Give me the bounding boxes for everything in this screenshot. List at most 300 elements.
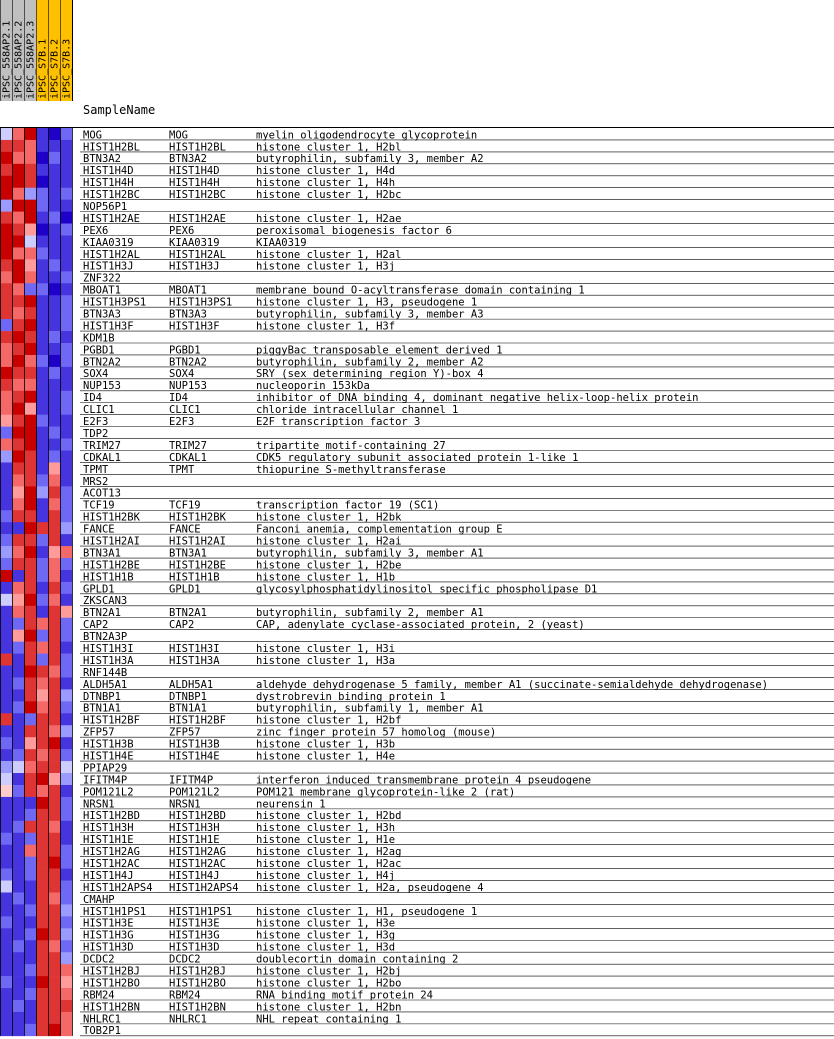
heatmap-cell (48, 498, 60, 510)
row-gene-label: NHLRC1 (169, 1013, 207, 1026)
heatmap-cell (0, 427, 12, 439)
heatmap-cell (0, 845, 12, 857)
row-gene-label: HIST1H3E (169, 917, 220, 930)
heatmap-cell (60, 916, 72, 928)
heatmap-cell (60, 737, 72, 749)
row-probe-label: NUP153 (83, 380, 121, 393)
heatmap-cell (60, 701, 72, 713)
heatmap-cell (12, 677, 24, 689)
heatmap-cell (24, 188, 36, 200)
row-desc-label: myelin oligodendrocyte glycoprotein (256, 129, 478, 142)
heatmap-cell (36, 988, 48, 1000)
heatmap-cell (0, 833, 12, 845)
row-probe-label: HIST1H2BN (83, 1001, 140, 1014)
heatmap-cell (48, 164, 60, 176)
row-probe-label: BTN2A3P (83, 631, 128, 644)
row-gene-label: ID4 (169, 392, 188, 405)
row-desc-label: histone cluster 1, H2al (256, 248, 402, 261)
heatmap-cell (48, 415, 60, 427)
heatmap-cell (48, 271, 60, 283)
row-desc-label: histone cluster 1, H2bf (256, 714, 402, 727)
heatmap-cell (24, 666, 36, 678)
heatmap-cell (48, 510, 60, 522)
heatmap-cell (24, 821, 36, 833)
row-gene-label: HIST1H3I (169, 642, 220, 655)
heatmap-cell (48, 188, 60, 200)
row-probe-label: ZKSCAN3 (83, 595, 128, 608)
heatmap-cell (12, 152, 24, 164)
heatmap-cell (24, 367, 36, 379)
heatmap-cell (0, 295, 12, 307)
heatmap-cell (60, 128, 72, 140)
row-desc-label: tripartite motif-containing 27 (256, 439, 446, 452)
row-desc-label: interferon induced transmembrane protein 4 pseudogene (256, 774, 592, 787)
heatmap-cell (24, 247, 36, 259)
row-probe-label: HIST1H2BO (83, 977, 140, 990)
heatmap-cell (48, 785, 60, 797)
row-desc-label: RNA binding motif protein 24 (256, 989, 434, 1002)
heatmap-cell (0, 725, 12, 737)
heatmap-cell (60, 522, 72, 534)
heatmap-cell (0, 594, 12, 606)
heatmap-cell (36, 821, 48, 833)
heatmap-cell (0, 570, 12, 582)
heatmap-cell (60, 594, 72, 606)
heatmap-cell (0, 666, 12, 678)
heatmap-cell (24, 510, 36, 522)
heatmap-cell (60, 176, 72, 188)
heatmap-cell (36, 271, 48, 283)
heatmap-cell (24, 857, 36, 869)
row-desc-label: histone cluster 1, H2ac (256, 857, 402, 870)
row-gene-label: ALDH5A1 (169, 678, 214, 691)
row-probe-label: BTN2A2 (83, 356, 121, 369)
row-probe-label: HIST1H3I (83, 642, 134, 655)
heatmap-cell (60, 546, 72, 558)
heatmap-cell (48, 773, 60, 785)
heatmap-cell (0, 749, 12, 761)
heatmap-cell (36, 128, 48, 140)
row-probe-label: HIST1H4J (83, 869, 134, 882)
heatmap-cell (12, 797, 24, 809)
heatmap-cell (48, 904, 60, 916)
heatmap-cell (36, 343, 48, 355)
heatmap-cell (24, 892, 36, 904)
heatmap-cell (24, 976, 36, 988)
heatmap-cell (60, 391, 72, 403)
row-desc-label: doublecortin domain containing 2 (256, 953, 459, 966)
heatmap-cell (48, 522, 60, 534)
row-gene-label: HIST1H2BD (169, 810, 226, 823)
heatmap-cell (0, 809, 12, 821)
row-gene-label: HIST1H4D (169, 165, 220, 178)
row-probe-label: RBM24 (83, 989, 115, 1002)
heatmap-cell (36, 522, 48, 534)
heatmap-cell (48, 630, 60, 642)
heatmap-cell (48, 331, 60, 343)
heatmap-cell (0, 188, 12, 200)
heatmap-cell (12, 857, 24, 869)
row-desc-label: piggyBac transposable element derived 1 (256, 344, 503, 357)
column-label: iPSC_S7B.1 (37, 38, 49, 99)
heatmap-cell (0, 415, 12, 427)
heatmap-cell (60, 558, 72, 570)
heatmap-cell (0, 271, 12, 283)
heatmap-cell (48, 474, 60, 486)
row-probe-label: TPMT (83, 463, 109, 476)
heatmap-cell (0, 498, 12, 510)
heatmap-cell (12, 1000, 24, 1012)
heatmap-cell (12, 749, 24, 761)
row-desc-label: histone cluster 1, H2ae (256, 212, 402, 225)
row-desc-label: histone cluster 1, H4j (256, 869, 396, 882)
heatmap-cell (36, 259, 48, 271)
column-label: iPSC_558AP2.3 (25, 20, 37, 99)
heatmap-cell (48, 809, 60, 821)
heatmap-cell (48, 200, 60, 212)
heatmap-cell (12, 451, 24, 463)
heatmap-cell (24, 881, 36, 893)
row-desc-label: transcription factor 19 (SC1) (256, 499, 440, 512)
heatmap-cell (24, 1024, 36, 1036)
heatmap-cell (36, 212, 48, 224)
row-probe-label: HIST1H2BC (83, 189, 140, 202)
row-desc-label: histone cluster 1, H2bl (256, 141, 402, 154)
row-gene-label: TPMT (169, 463, 195, 476)
heatmap-cell (48, 259, 60, 271)
heatmap-cell (12, 1012, 24, 1024)
heatmap-cell (60, 904, 72, 916)
heatmap-cell (0, 1012, 12, 1024)
heatmap-cell (48, 689, 60, 701)
heatmap-cell (48, 212, 60, 224)
row-probe-label: IFITM4P (83, 774, 128, 787)
heatmap-cell (48, 128, 60, 140)
heatmap-cell (24, 594, 36, 606)
heatmap-cell (60, 1000, 72, 1012)
heatmap-cell (48, 486, 60, 498)
heatmap-cell (60, 403, 72, 415)
heatmap-cell (60, 486, 72, 498)
row-gene-label: FANCE (169, 523, 201, 536)
heatmap-cell (36, 773, 48, 785)
heatmap-cell (36, 283, 48, 295)
row-gene-label: BTN2A1 (169, 607, 207, 620)
heatmap-cell (60, 140, 72, 152)
row-gene-label: HIST1H2AL (169, 248, 226, 261)
row-gene-label: HIST1H4J (169, 869, 220, 882)
heatmap-cell (36, 570, 48, 582)
row-desc-label: histone cluster 1, H1e (256, 834, 396, 847)
row-probe-label: BTN3A1 (83, 547, 121, 560)
heatmap-cell (0, 164, 12, 176)
heatmap-cell (60, 498, 72, 510)
heatmap-cell (0, 534, 12, 546)
heatmap-cell (12, 773, 24, 785)
row-desc-label: neurensin 1 (256, 798, 326, 811)
row-desc-label: histone cluster 1, H3h (256, 822, 396, 835)
heatmap-cell (24, 212, 36, 224)
heatmap-cell (0, 988, 12, 1000)
heatmap-cell (12, 486, 24, 498)
heatmap-cell (12, 510, 24, 522)
heatmap-cell (48, 606, 60, 618)
row-desc-label: histone cluster 1, H3e (256, 917, 396, 930)
heatmap-cell (0, 474, 12, 486)
row-probe-label: HIST1H3D (83, 941, 134, 954)
heatmap-cell (24, 749, 36, 761)
heatmap-cell (48, 892, 60, 904)
heatmap-cell (0, 367, 12, 379)
heatmap-cell (12, 642, 24, 654)
heatmap-cell (60, 940, 72, 952)
heatmap-cell (36, 904, 48, 916)
heatmap-cell (0, 1024, 12, 1036)
heatmap-cell (0, 200, 12, 212)
row-gene-label: PGBD1 (169, 344, 201, 357)
row-gene-label: E2F3 (169, 416, 195, 429)
heatmap-cell (24, 462, 36, 474)
row-probe-label: PPIAP29 (83, 762, 128, 775)
heatmap-cell (48, 295, 60, 307)
heatmap-cell (36, 606, 48, 618)
heatmap-cell (60, 642, 72, 654)
heatmap-cell (12, 295, 24, 307)
heatmap-cell (60, 845, 72, 857)
heatmap-cell (12, 606, 24, 618)
heatmap-cell (36, 725, 48, 737)
heatmap-cell (0, 677, 12, 689)
heatmap-cell (36, 594, 48, 606)
heatmap-cell (60, 1024, 72, 1036)
row-probe-label: TCF19 (83, 499, 115, 512)
heatmap-cell (0, 128, 12, 140)
heatmap-cell (36, 654, 48, 666)
heatmap-cell (12, 427, 24, 439)
row-probe-label: NRSN1 (83, 798, 115, 811)
heatmap-cell (36, 928, 48, 940)
heatmap-cell (48, 737, 60, 749)
row-probe-label: CDKAL1 (83, 451, 121, 464)
row-probe-label: ALDH5A1 (83, 678, 128, 691)
heatmap-cell (24, 331, 36, 343)
heatmap-cell (60, 570, 72, 582)
heatmap-cell (60, 892, 72, 904)
heatmap-cell (0, 462, 12, 474)
heatmap-cell (0, 391, 12, 403)
heatmap-cell (24, 140, 36, 152)
row-gene-label: DTNBP1 (169, 690, 207, 703)
heatmap-cell (48, 988, 60, 1000)
heatmap-cell (24, 427, 36, 439)
heatmap-cell (24, 916, 36, 928)
heatmap-cell (36, 1024, 48, 1036)
row-probe-label: HIST1H2BL (83, 141, 140, 154)
heatmap-cell (48, 618, 60, 630)
row-gene-label: HIST1H2BK (169, 511, 226, 524)
heatmap-cell (36, 582, 48, 594)
heatmap-cell (36, 869, 48, 881)
heatmap-cell (12, 367, 24, 379)
column-label: iPSC_S7B.2 (49, 38, 61, 99)
row-probe-label: ZNF322 (83, 272, 121, 285)
heatmap-cell (36, 642, 48, 654)
heatmap-cell (12, 570, 24, 582)
heatmap-cell (24, 1012, 36, 1024)
row-desc-label: aldehyde dehydrogenase 5 family, member A1 (succinate-semialdehyde dehydrogenase) (256, 678, 769, 691)
heatmap-cell (0, 439, 12, 451)
heatmap-cell (0, 952, 12, 964)
heatmap-cell (24, 379, 36, 391)
heatmap-cell (60, 988, 72, 1000)
row-probe-label: BTN3A3 (83, 308, 121, 321)
heatmap-cell (60, 881, 72, 893)
heatmap-cell (24, 713, 36, 725)
heatmap-cell (48, 1024, 60, 1036)
heatmap-cell (12, 331, 24, 343)
row-desc-label: POM121 membrane glycoprotein-like 2 (rat) (256, 786, 516, 799)
row-desc-label: histone cluster 1, H3d (256, 941, 396, 954)
row-desc-label: KIAA0319 (256, 236, 307, 249)
heatmap-cell (36, 749, 48, 761)
row-desc-label: butyrophilin, subfamily 1, member A1 (256, 702, 484, 715)
heatmap-cell (36, 761, 48, 773)
heatmap-cell (12, 474, 24, 486)
row-gene-label: HIST1H3B (169, 738, 220, 751)
row-probe-label: HIST1H2AC (83, 857, 140, 870)
row-gene-label: NUP153 (169, 380, 207, 393)
heatmap-cell (0, 821, 12, 833)
row-gene-label: HIST1H2BE (169, 559, 226, 572)
column-label: iPSC_S7B.3 (61, 38, 73, 99)
heatmap-cell (36, 689, 48, 701)
heatmap-cell (36, 474, 48, 486)
row-probe-label: BTN2A1 (83, 607, 121, 620)
heatmap-cell (36, 247, 48, 259)
row-desc-label: histone cluster 1, H2be (256, 559, 402, 572)
row-probe-label: HIST1H2BF (83, 714, 140, 727)
row-desc-label: histone cluster 1, H1, pseudogene 1 (256, 905, 478, 918)
heatmap-cell (24, 451, 36, 463)
heatmap-cell (36, 391, 48, 403)
heatmap-cell (12, 546, 24, 558)
row-desc-label: SRY (sex determining region Y)-box 4 (256, 368, 484, 381)
heatmap-cell (48, 427, 60, 439)
heatmap-cell (12, 988, 24, 1000)
heatmap-cell (12, 379, 24, 391)
heatmap-cell (36, 1000, 48, 1012)
heatmap-cell (0, 773, 12, 785)
heatmap-cell (60, 439, 72, 451)
heatmap-cell (12, 271, 24, 283)
row-probe-label: KDM1B (83, 332, 115, 345)
heatmap-cell (36, 713, 48, 725)
heatmap-cell (36, 355, 48, 367)
heatmap-cell (24, 785, 36, 797)
row-desc-label: histone cluster 1, H1b (256, 571, 396, 584)
heatmap-cell (60, 212, 72, 224)
heatmap-cell (24, 558, 36, 570)
heatmap-cell (36, 403, 48, 415)
heatmap-cell (12, 140, 24, 152)
row-gene-label: HIST1H4H (169, 177, 220, 190)
row-gene-label: MOG (169, 129, 188, 142)
row-gene-label: POM121L2 (169, 786, 220, 799)
row-desc-label: dystrobrevin binding protein 1 (256, 690, 446, 703)
row-probe-label: HIST1H2AI (83, 535, 140, 548)
heatmap-cell (60, 367, 72, 379)
heatmap-cell (48, 1000, 60, 1012)
heatmap-cell (12, 737, 24, 749)
heatmap-cell (60, 976, 72, 988)
heatmap-cell (48, 594, 60, 606)
heatmap-cell (36, 558, 48, 570)
heatmap-cell (36, 140, 48, 152)
row-probe-label: HIST1H1PS1 (83, 905, 147, 918)
heatmap-cell (12, 916, 24, 928)
heatmap-cell (48, 176, 60, 188)
heatmap-cell (12, 904, 24, 916)
heatmap-cell (0, 176, 12, 188)
row-desc-label: butyrophilin, subfamily 3, member A1 (256, 547, 484, 560)
row-desc-label: chloride intracellular channel 1 (256, 404, 459, 417)
column-headers (0, 0, 73, 101)
heatmap-cell (12, 869, 24, 881)
row-probe-label: HIST1H1E (83, 834, 134, 847)
row-gene-label: HIST1H3D (169, 941, 220, 954)
row-probe-label: MOG (83, 129, 102, 142)
heatmap-cell (48, 677, 60, 689)
row-probe-label: HIST1H2BJ (83, 965, 140, 978)
heatmap-cell (36, 379, 48, 391)
heatmap-cell (60, 725, 72, 737)
row-probe-label: BTN1A1 (83, 702, 121, 715)
row-probe-label: DCDC2 (83, 953, 115, 966)
heatmap-cell (36, 200, 48, 212)
heatmap-cell (24, 618, 36, 630)
row-probe-label: PGBD1 (83, 344, 115, 357)
row-probe-label: HIST1H3F (83, 320, 134, 333)
row-desc-label: histone cluster 1, H2a, pseudogene 4 (256, 881, 484, 894)
row-gene-label: HIST1H2APS4 (169, 881, 239, 894)
column-label: iPSC_558AP2.2 (13, 20, 25, 99)
row-desc-label: NHL repeat containing 1 (256, 1013, 402, 1026)
row-desc-label: membrane bound O-acyltransferase domain containing 1 (256, 284, 585, 297)
row-probe-label: HIST1H3B (83, 738, 134, 751)
heatmap-cell (0, 283, 12, 295)
heatmap-cell (12, 164, 24, 176)
row-probe-label: POM121L2 (83, 786, 134, 799)
heatmap-cell (60, 928, 72, 940)
heatmap-cell (12, 355, 24, 367)
heatmap-cell (12, 212, 24, 224)
row-desc-label: E2F transcription factor 3 (256, 416, 421, 429)
row-gene-label: NRSN1 (169, 798, 201, 811)
heatmap-cell (36, 976, 48, 988)
heatmap-cell (0, 319, 12, 331)
row-gene-label: HIST1H3G (169, 929, 220, 942)
row-probe-label: HIST1H2AL (83, 248, 140, 261)
row-desc-label: butyrophilin, subfamily 3, member A3 (256, 308, 484, 321)
heatmap-cell (48, 379, 60, 391)
heatmap-cell (48, 749, 60, 761)
row-desc-label: histone cluster 1, H2bk (256, 511, 402, 524)
row-desc-label: glycosylphosphatidylinositol specific phospholipase D1 (256, 583, 598, 596)
heatmap-cell (24, 904, 36, 916)
heatmap-cell (36, 785, 48, 797)
row-probe-label: HIST1H2BK (83, 511, 140, 524)
row-gene-label: HIST1H2AG (169, 846, 226, 859)
